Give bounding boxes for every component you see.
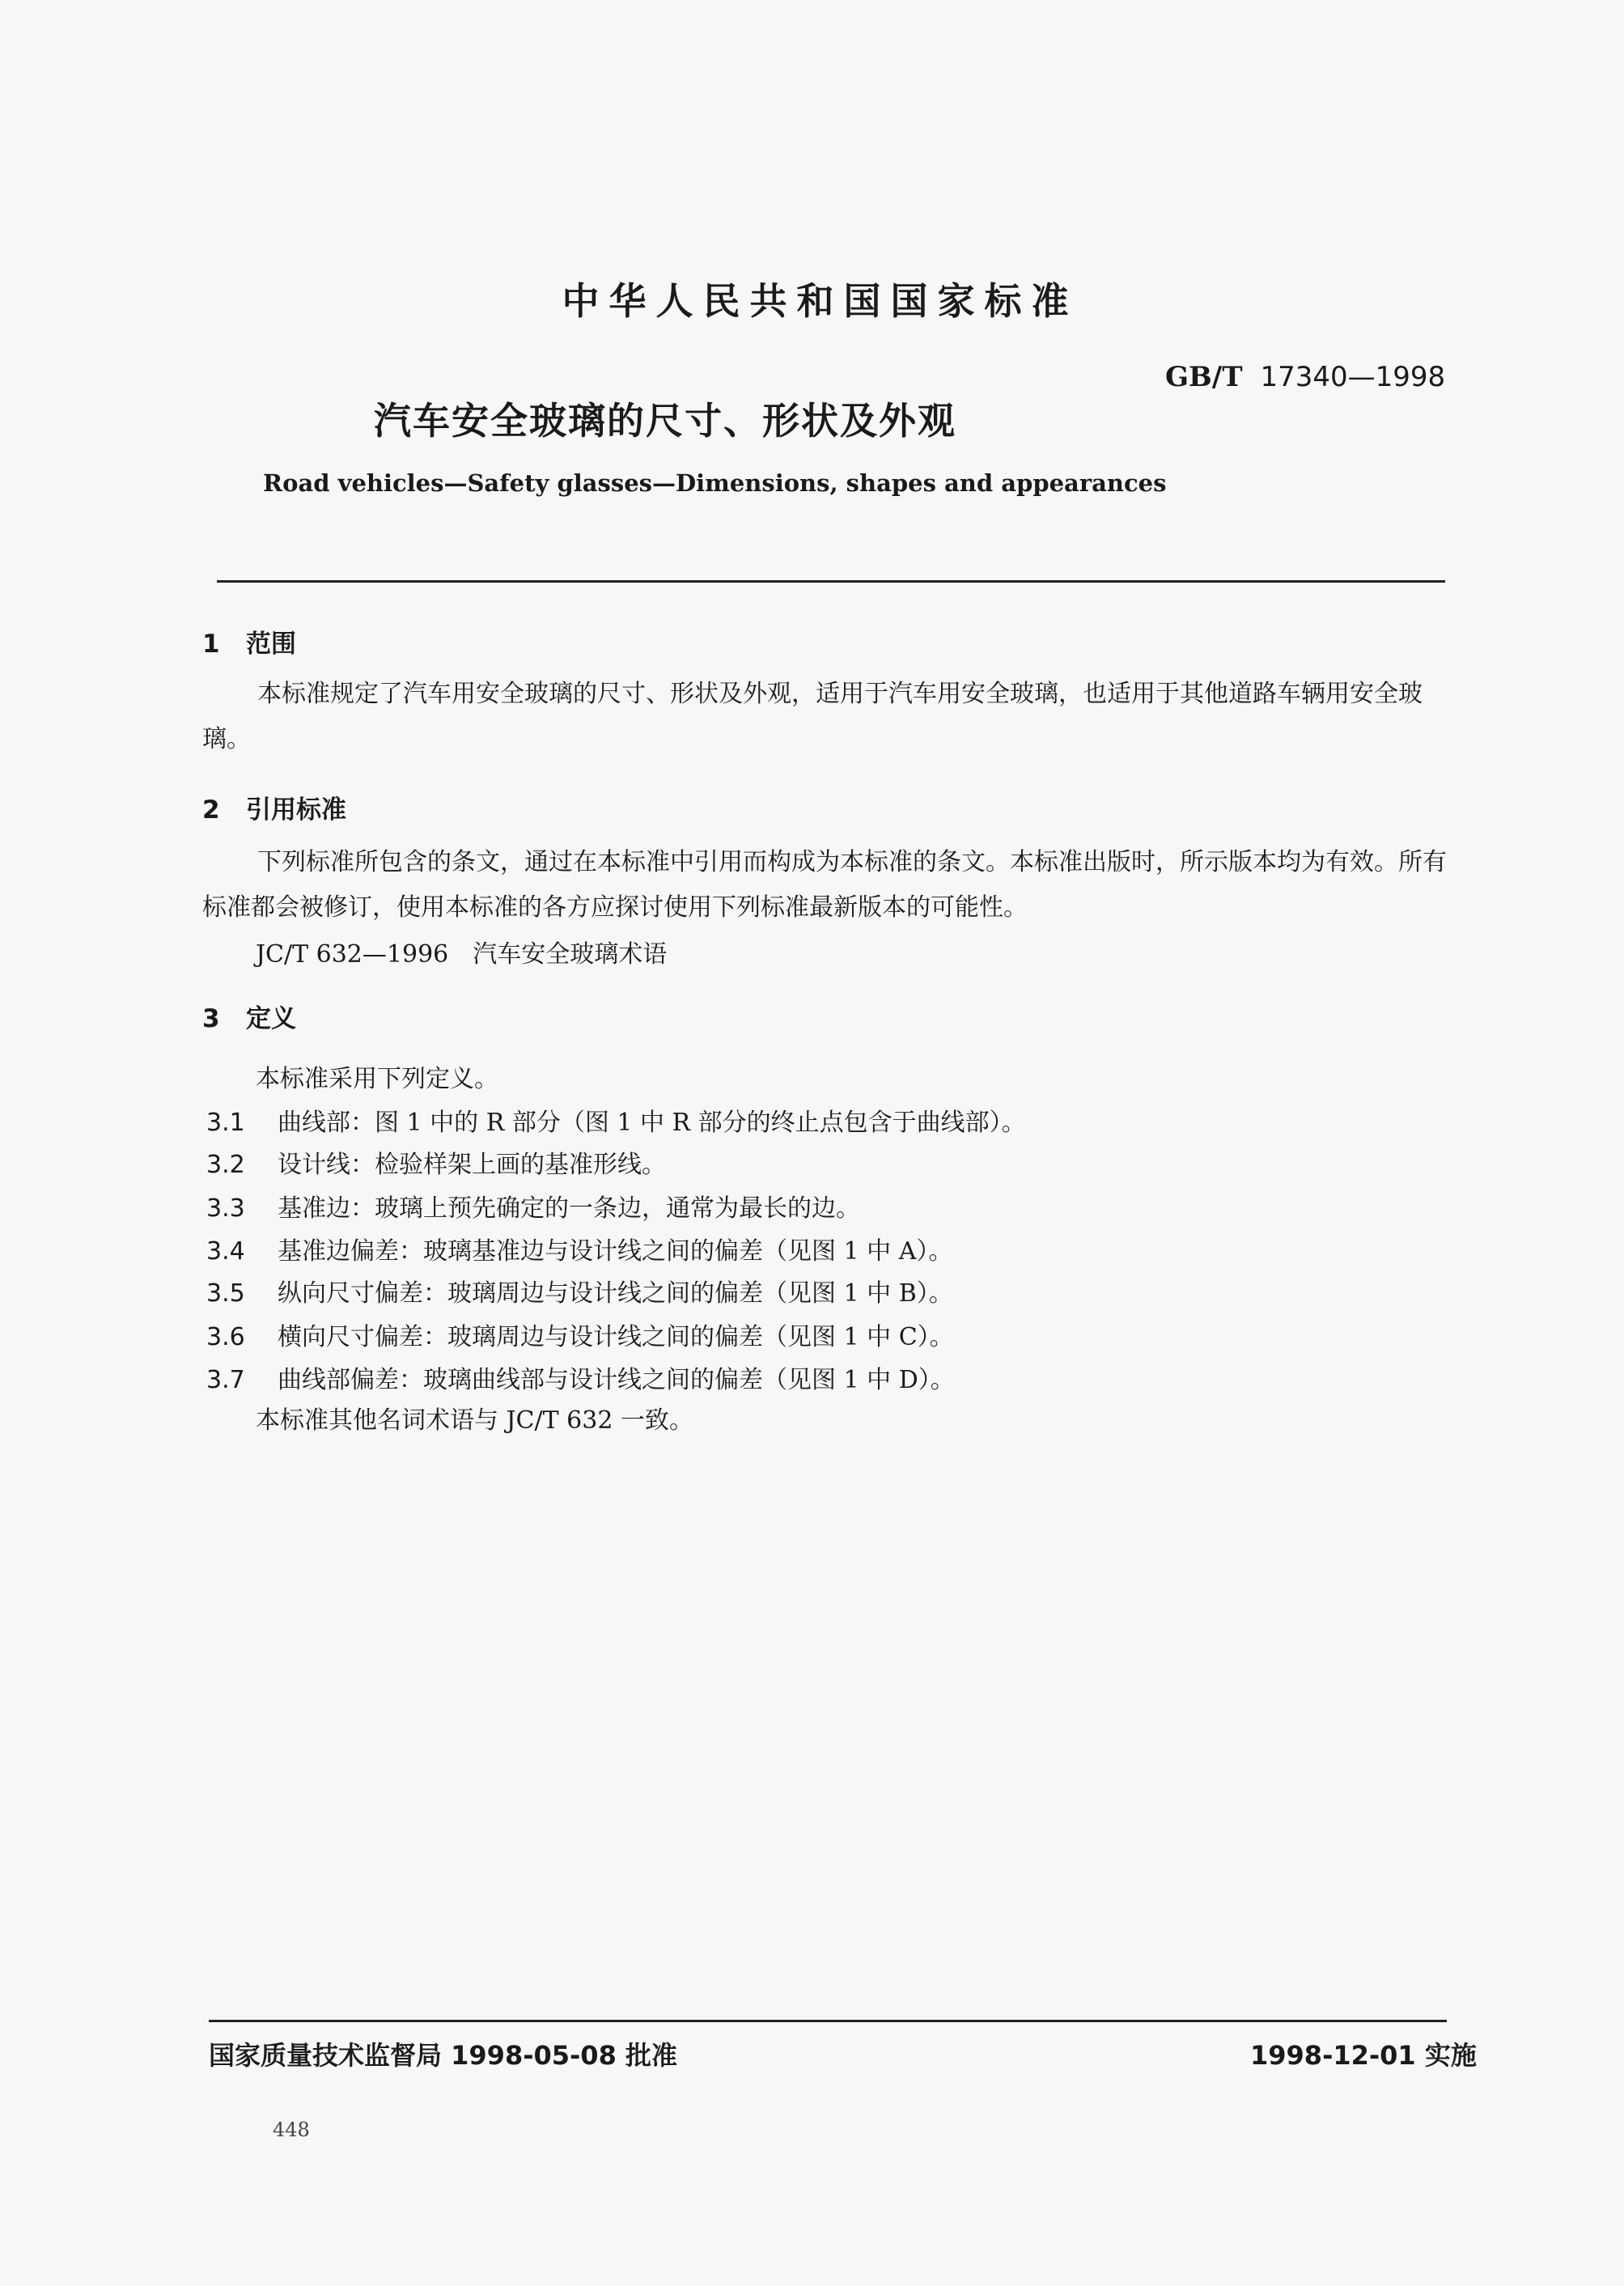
- clause-number: 3.6: [206, 1323, 245, 1351]
- section-2-body: 下列标准所包含的条文，通过在本标准中引用而构成为本标准的条文。本标准出版时，所示版本均为有效。所有标准都会被修订，使用本标准的各方应探讨使用下列标准最新版本的可能性。: [202, 848, 1447, 922]
- clause-number: 3.3: [206, 1194, 245, 1223]
- section-title: 定义: [246, 1004, 296, 1033]
- issuing-body-header: 中华人民共和国国家标准: [562, 279, 1079, 323]
- standard-code: 17340—1998: [1260, 361, 1446, 393]
- clause-text: 基准边：玻璃上预先确定的一条边，通常为最长的边。: [278, 1194, 860, 1223]
- section-2-heading: [202, 789, 346, 825]
- page-number: 448: [273, 2118, 310, 2141]
- section-1-body: 本标准规定了汽车用安全玻璃的尺寸、形状及外观，适用于汽车用安全玻璃，也适用于其他道路车辆用安全玻璃。: [202, 680, 1423, 753]
- clause-number: 3.7: [206, 1366, 245, 1394]
- clause-text: 曲线部：图 1 中的 R 部分（图 1 中 R 部分的终止点包含于曲线部）。: [278, 1109, 1026, 1137]
- document-title-chinese: 汽车安全玻璃的尺寸、形状及外观: [374, 399, 956, 443]
- referenced-standard: JC/T 632—1996 汽车安全玻璃术语: [256, 940, 668, 969]
- standard-prefix: GB/T: [1165, 361, 1243, 393]
- clause-number: 3.2: [206, 1151, 245, 1179]
- footer-divider: [209, 2020, 1447, 2022]
- clause-number: 3.1: [206, 1109, 245, 1137]
- clause-text: 基准边偏差：玻璃基准边与设计线之间的偏差（见图 1 中 A）。: [278, 1237, 953, 1266]
- clause-number: 3.4: [206, 1237, 245, 1266]
- section-1-heading: [202, 623, 296, 660]
- definition-clause: [206, 1359, 955, 1395]
- section-title: 范围: [246, 630, 296, 659]
- document-title-english: Road vehicles—Safety glasses—Dimensions, shapes and appearances: [263, 469, 1167, 497]
- definition-clause: [206, 1317, 954, 1352]
- section-title: 引用标准: [246, 795, 346, 825]
- standard-number: [1165, 361, 1445, 393]
- clause-text: 纵向尺寸偏差：玻璃周边与设计线之间的偏差（见图 1 中 B）。: [278, 1279, 953, 1308]
- definition-clause: [206, 1188, 860, 1224]
- definition-clause: [206, 1102, 1026, 1138]
- section-3-heading: [202, 998, 296, 1034]
- section-number: 2: [202, 795, 220, 825]
- clause-number: 3.5: [206, 1279, 245, 1308]
- clause-text: 横向尺寸偏差：玻璃周边与设计线之间的偏差（见图 1 中 C）。: [278, 1323, 954, 1351]
- section-number: 3: [202, 1004, 220, 1033]
- effective-date: 1998-12-01 实施: [1250, 2040, 1477, 2071]
- clause-text: 曲线部偏差：玻璃曲线部与设计线之间的偏差（见图 1 中 D）。: [278, 1366, 955, 1394]
- section-3-closing: 本标准其他名词术语与 JC/T 632 一致。: [256, 1406, 693, 1435]
- definition-clause: [206, 1144, 666, 1180]
- definition-clause: [206, 1273, 953, 1308]
- definition-clause: [206, 1231, 952, 1266]
- section-3-intro: 本标准采用下列定义。: [256, 1065, 498, 1093]
- approval-note: 国家质量技术监督局 1998-05-08 批准: [209, 2040, 677, 2071]
- clause-text: 设计线：检验样架上画的基准形线。: [278, 1151, 666, 1179]
- section-number: 1: [202, 630, 220, 659]
- header-divider: [217, 580, 1445, 583]
